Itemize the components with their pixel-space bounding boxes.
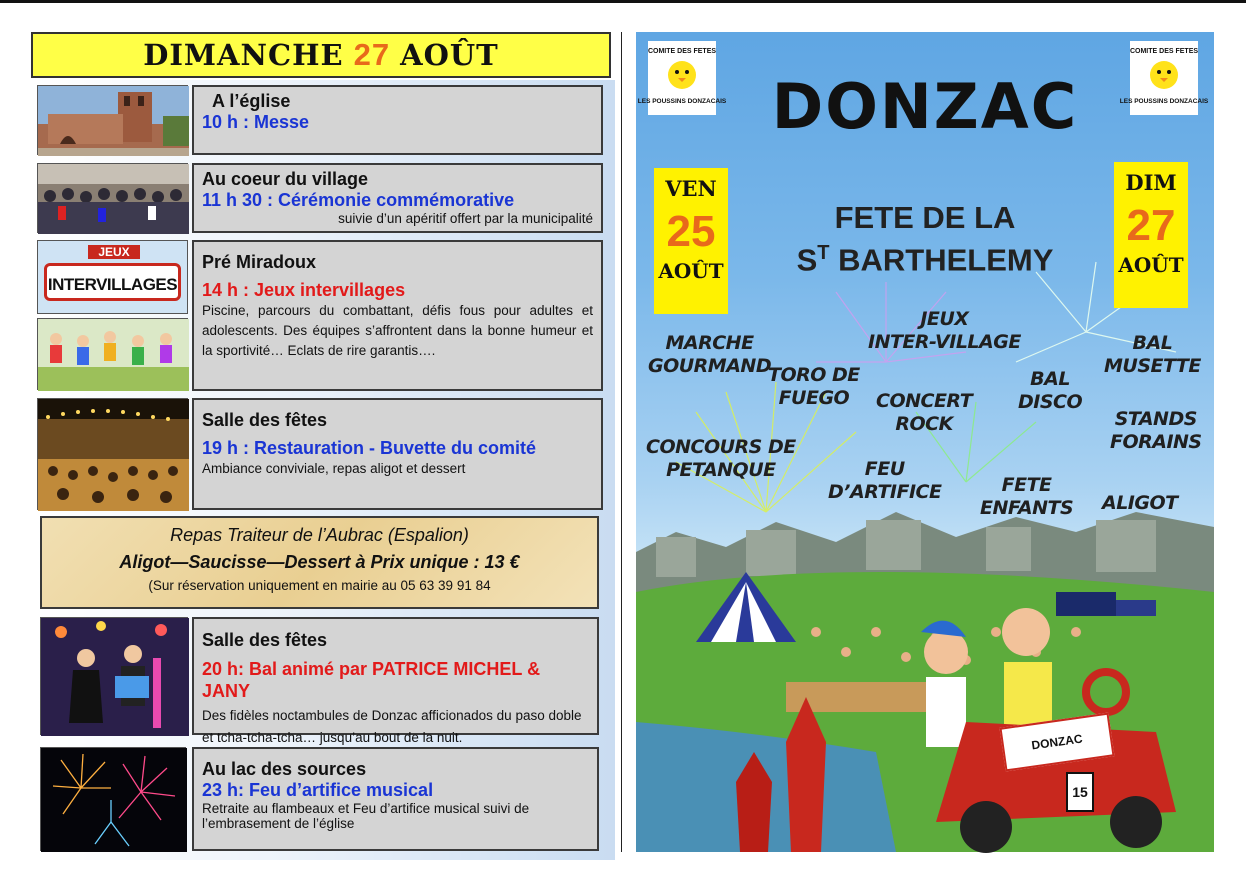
traiteur-line2: Aligot—Saucisse—Dessert à Prix unique : 13 €: [119, 552, 520, 572]
activity-fete-enfants: FETE ENFANTS: [980, 474, 1074, 519]
day-banner: [31, 32, 611, 78]
festival-poster: [636, 32, 1214, 852]
date-number: 27: [1126, 201, 1176, 250]
fete-line1: FETE DE LA: [834, 200, 1016, 235]
event-time: 20 h: Bal animé par PATRICE MICHEL & JANY: [202, 659, 541, 701]
logo-top-text: COMITE DES FETES: [1129, 48, 1199, 55]
traiteur-box: [40, 516, 599, 609]
band-photo: [40, 617, 188, 735]
event-description: Ambiance conviviale, repas aligot et dessert: [202, 461, 466, 476]
event-restauration: [192, 398, 603, 510]
activity-stands: STANDS FORAINS: [1110, 408, 1202, 453]
activity-aligot: ALIGOT: [1102, 492, 1178, 514]
event-place: Au lac des sources: [202, 759, 367, 779]
event-description: Piscine, parcours du combattant, défis fous pour adultes et adolescents. Des équipes s’affrontent dans la bonne humeur et la sportivité… Eclats de rire garantis….: [202, 303, 593, 358]
activity-petanque: CONCOURS DE PETANQUE: [646, 436, 796, 481]
date-month: AOÛT: [1118, 253, 1184, 277]
race-number: 15: [1066, 772, 1094, 812]
banner-date-number: 27: [353, 37, 391, 72]
ceremony-photo: [37, 163, 188, 233]
sign-top-label: JEUX: [88, 245, 140, 259]
date-box-ven: [654, 168, 728, 314]
fete-name: BARTHELEMY: [838, 242, 1054, 278]
dinner-photo: [37, 398, 188, 510]
event-intervillages: [192, 240, 603, 391]
page-divider: [621, 32, 622, 852]
date-day: VEN: [665, 176, 717, 201]
banner-month: AOÛT: [400, 38, 499, 72]
top-border: [0, 0, 1246, 3]
event-church: [192, 85, 603, 155]
traiteur-line1: Repas Traiteur de l’Aubrac (Espalion): [170, 525, 469, 545]
church-photo: [37, 85, 188, 155]
event-bal: [192, 617, 599, 745]
event-place: Pré Miradoux: [202, 252, 317, 272]
event-village: [192, 163, 603, 233]
fete-st: S: [796, 242, 818, 278]
activity-toro: TORO DE FUEGO: [768, 364, 860, 409]
event-time: 19 h : Restauration - Buvette du comité: [202, 438, 537, 458]
date-number: 25: [666, 207, 716, 256]
games-cartoon: [37, 318, 188, 390]
event-time: 11 h 30 : Cérémonie commémorative: [202, 190, 515, 210]
intervillages-sign: [37, 240, 188, 314]
sign-main-label: INTERVILLAGES: [44, 263, 181, 301]
event-time: 10 h : Messe: [202, 112, 310, 132]
date-day: DIM: [1125, 170, 1177, 195]
event-place: Au coeur du village: [202, 169, 369, 189]
activity-bal-musette: BAL MUSETTE: [1104, 332, 1201, 377]
event-description: Des fidèles noctambules de Donzac afficionados du paso doble et tcha-tcha-tcha… jusqu’au bout de la nuit.: [202, 708, 582, 745]
logo-top-text: COMITE DES FETES: [647, 48, 717, 55]
event-place: Salle des fêtes: [202, 410, 328, 430]
activity-marche: MARCHE GOURMAND: [648, 332, 772, 377]
activity-concert: CONCERT ROCK: [876, 390, 973, 435]
event-place: A l’église: [212, 91, 291, 111]
kart-plate: DONZAC: [999, 713, 1114, 772]
date-month: AOÛT: [658, 259, 724, 283]
event-time: 23 h: Feu d’artifice musical: [202, 780, 434, 800]
fete-line2: [636, 242, 1214, 278]
event-place: Salle des fêtes: [202, 630, 328, 650]
activity-jeux: JEUX INTER-VILLAGE: [868, 308, 1021, 353]
logo-bottom-text: LES POUSSINS DONZACAIS: [637, 98, 727, 105]
event-note: suivie d’un apéritif offert par la municipalité: [338, 211, 593, 226]
event-feu-artifice: [192, 747, 599, 851]
banner-day: DIMANCHE: [143, 38, 344, 72]
fireworks-photo: [40, 747, 186, 851]
traiteur-line3: (Sur réservation uniquement en mairie au 05 63 39 91 84: [148, 578, 491, 593]
fete-st-superscript: T: [817, 242, 830, 264]
event-description: Retraite au flambeaux et Feu d’artifice musical suivi de l’embrasement de l’église: [202, 801, 530, 831]
logo-bottom-text: LES POUSSINS DONZACAIS: [1119, 98, 1209, 105]
activity-bal-disco: BAL DISCO: [1018, 368, 1083, 413]
activity-feu: FEU D’ARTIFICE: [828, 458, 942, 503]
event-time: 14 h : Jeux intervillages: [202, 280, 406, 300]
poster-title: DONZAC: [771, 70, 1079, 143]
